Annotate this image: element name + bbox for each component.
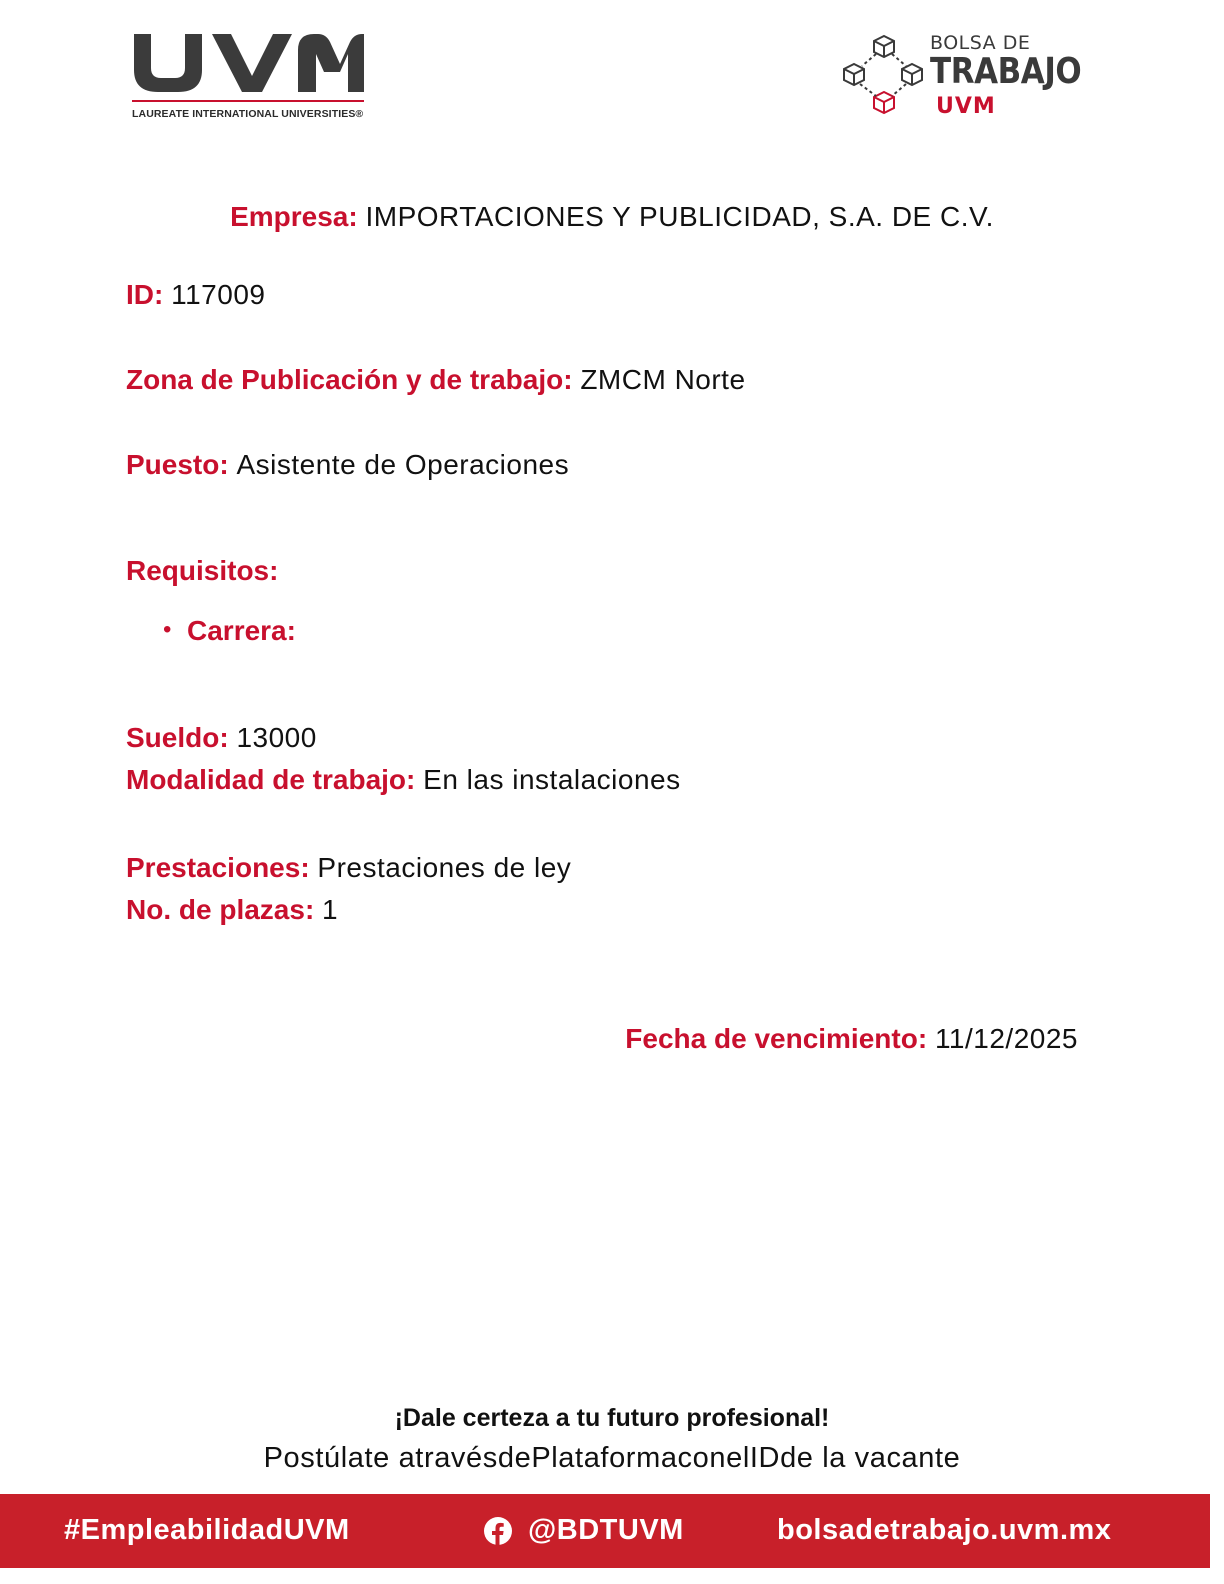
- bolsa-logo-line1: BOLSA DE: [930, 32, 1031, 54]
- empresa-value: IMPORTACIONES Y PUBLICIDAD, S.A. DE C.V.: [365, 201, 994, 232]
- requisitos-heading: [126, 554, 278, 588]
- requisitos-label: Requisitos:: [126, 555, 279, 586]
- bolsa-logo-line3: UVM: [936, 94, 996, 119]
- puesto-value: Asistente de Operaciones: [236, 449, 570, 480]
- bolsa-logo-text: [930, 32, 1106, 90]
- id-row: [126, 278, 265, 312]
- id-label: ID:: [126, 279, 164, 310]
- uvm-logo: [132, 32, 367, 120]
- footer-bar: [0, 1494, 1210, 1568]
- id-value: 117009: [171, 279, 266, 310]
- fecha-row: [625, 1022, 1078, 1056]
- footer-website-link[interactable]: bolsadetrabajo.uvm.mx: [777, 1514, 1112, 1546]
- sueldo-row: [126, 721, 317, 755]
- puesto-label: Puesto:: [126, 449, 229, 480]
- prestaciones-row: [126, 851, 571, 885]
- uvm-logo-subtitle: LAUREATE INTERNATIONAL UNIVERSITIES®: [132, 108, 364, 120]
- empresa-label: Empresa:: [230, 201, 358, 232]
- zona-label: Zona de Publicación y de trabajo:: [126, 364, 573, 395]
- modalidad-value: En las instalaciones: [423, 764, 681, 795]
- uvm-logo-divider: [132, 100, 364, 102]
- plazas-label: No. de plazas:: [126, 894, 315, 925]
- prestaciones-value: Prestaciones de ley: [317, 852, 572, 883]
- facebook-icon: [483, 1516, 513, 1546]
- plazas-row: [126, 893, 338, 927]
- prestaciones-label: Prestaciones:: [126, 852, 310, 883]
- sueldo-label: Sueldo:: [126, 722, 229, 753]
- footer-hashtag: #EmpleabilidadUVM: [64, 1514, 350, 1546]
- carrera-label: Carrera:: [187, 615, 296, 646]
- sueldo-value: 13000: [236, 722, 317, 753]
- modalidad-label: Modalidad de trabajo:: [126, 764, 416, 795]
- cubes-network-icon: [840, 32, 930, 122]
- puesto-row: [126, 448, 569, 482]
- zona-row: [126, 363, 746, 397]
- zona-value: ZMCM Norte: [580, 364, 746, 395]
- plazas-value: 1: [322, 894, 339, 925]
- footer-facebook-handle[interactable]: @BDTUVM: [528, 1514, 684, 1546]
- fecha-value: 11/12/2025: [934, 1023, 1078, 1054]
- cta-subline: Postúlate atravésdePlataformaconelIDde la vacante: [263, 1442, 961, 1474]
- bolsa-logo-line2: TRABAJO: [930, 51, 1082, 92]
- fecha-label: Fecha de vencimiento:: [625, 1023, 928, 1054]
- cta-headline: ¡Dale certeza a tu futuro profesional!: [394, 1404, 830, 1432]
- modalidad-row: [126, 763, 681, 797]
- empresa-row: [0, 200, 1224, 234]
- bolsa-de-trabajo-logo: [840, 32, 1100, 122]
- carrera-row: [187, 614, 296, 648]
- bullet-icon: •: [163, 616, 172, 643]
- uvm-logo-letters: [132, 32, 366, 94]
